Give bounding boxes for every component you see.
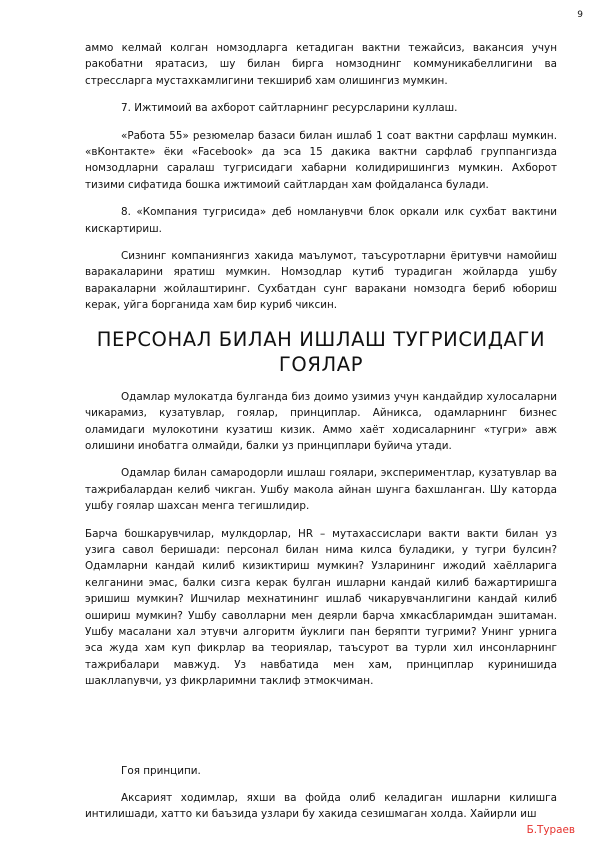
section-heading: ПЕРСОНАЛ БИЛАН ИШЛАШ ТУГРИСИДАГИ ГОЯЛАР	[96, 327, 546, 376]
subheading-idea-principle: Гоя принципи.	[121, 764, 201, 777]
paragraph: аммо келмай колган номзодларга кетадиган вактни тежайсиз, вакансия учун ракобатни яратасиз, шу билан бирга номзоднинг коммуникабеллигини ва стрессларга мустахкамлигини текшириб хам олишингиз мумкин.	[85, 42, 557, 87]
paragraph: Одамлар билан самародорли ишлаш гоялари, экспериментлар, кузатувлар ва тажрибалардан келиб чикган. Ушбу макола айнан шунга бахшланган. Шу каторда ушбу гоялар шахсан менга тегишлидир.	[85, 467, 557, 513]
blank-space	[85, 701, 557, 763]
page-number: 9	[577, 10, 583, 20]
paragraph: Одамлар мулокатда булганда биз доимо узимиз учун кандайдир хулосаларни чикарамиз, кузатувлар, гоялар, принциплар. Айникса, одамларнинг бизнес оламидаги мулокотини кузатиш кизик. Аммо хаёт ходисаларнинг «тугри» авж олишини инобатга олмайди, балки уз принциплари буйича утади.	[85, 390, 557, 452]
author-signature: Б.Тураев	[526, 824, 575, 836]
list-item-8: 8. «Компания тугрисида» деб номланувчи блок оркали илк сухбат вактини кискартириш.	[85, 206, 557, 235]
list-item-7: 7. Ижтимоий ва ахборот сайтларнинг ресурсларини куллаш.	[121, 102, 458, 115]
paragraph: «Работа 55» резюмелар базаси билан ишлаб 1 соат вактни сарфлаш мумкин. «вКонтакте» ёки «Facebook» да эса 15 дакика вактни сарфлаб группангизда номзодларни саралаш тугрисидаги хабарни колидиришингиз мумкин. Ахборот тизими сифатида бошка ижтимоий сайтлардан хам фойдаланса булади.	[85, 129, 557, 191]
document-body	[85, 40, 557, 834]
paragraph: Сизнинг компаниянгиз хакида маълумот, таъсуротларни ёритувчи намойиш варакаларини яратиш мумкин. Номзодлар кутиб турадиган жойларда ушбу варакаларни жойлаштиринг. Сухбатдан сунг варакани номзодга бериб юбориш керак, уйга борганида хам бир куриб чиксин.	[85, 250, 557, 312]
paragraph: Барча бошкарувчилар, мулкдорлар, HR – мутахассислари вакти вакти билан уз узига савол беришади: персонал билан нима килса буладики, у тугри булсин? Одамларни кандай килиб кизиктириш мумкин? Узларининг ижодий хаёлларига келганини эмас, балки сизга керак булган ишларни кандай килиб бажартиришга эришиш мумкин? Ишчилар мехнатининг ишлаб чикарувчанлигини кандай килиб ошириш мумкин? Ушбу саволларни мен деярли барча хмкасбларимдан эшитаман. Ушбу масалани хал этувчи алгоритм йуклиги пан беряпти тугрими? Унинг урнига эса жуда хам куп фикрлар ва теориялар, таъсурот ва турли хил инсонларнинг тажрибалари мавжуд. Уз навбатида мен хам, принциплар куринишида шакллanувчи, уз фикрларимни таклиф этмокчиман.	[85, 527, 557, 688]
paragraph: Аксарият ходимлар, яхши ва фойда олиб келадиган ишларни килишга интилишади, хатто ки баъзида узлари бу хакида сезишмаган холда. Хайирли иш	[85, 792, 557, 821]
